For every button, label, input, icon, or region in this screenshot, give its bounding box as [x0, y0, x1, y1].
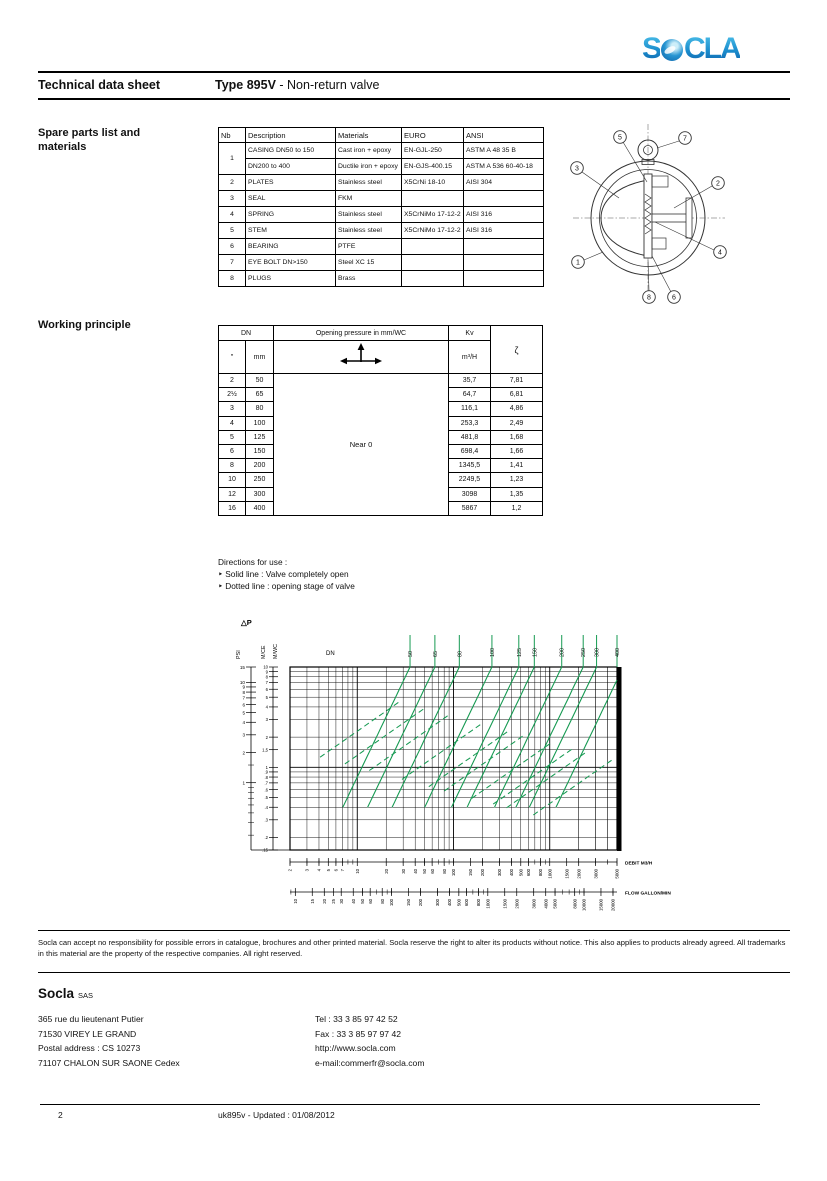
directions-line-dotted: ‣ Dotted line : opening stage of valve	[218, 581, 355, 592]
opening-pressure-value-cell: Near 0	[274, 374, 449, 516]
part-cell	[402, 191, 464, 207]
svg-text:40: 40	[350, 899, 356, 904]
svg-text:3: 3	[265, 717, 268, 723]
svg-text:30: 30	[338, 899, 344, 904]
dn-inches-cell: 3	[219, 402, 246, 416]
part-number-cell: 5	[219, 223, 246, 239]
svg-text:1: 1	[265, 765, 268, 771]
svg-text:15: 15	[239, 664, 245, 670]
part-cell: X5CrNiMo 17-12-2	[402, 223, 464, 239]
svg-text:15: 15	[309, 899, 315, 904]
svg-text:5: 5	[242, 710, 245, 716]
svg-text:5000: 5000	[614, 869, 620, 879]
part-cell: Stainless steel	[336, 223, 402, 239]
part-cell	[464, 239, 544, 255]
svg-text:1,5: 1,5	[262, 747, 268, 753]
svg-text:1000: 1000	[547, 869, 553, 879]
directions-line-solid: ‣ Solid line : Valve completely open	[218, 569, 349, 580]
svg-text:5000: 5000	[552, 899, 558, 909]
logo-text-cla: CLA	[684, 32, 740, 65]
part-cell	[464, 255, 544, 271]
svg-text:.5: .5	[264, 795, 268, 801]
column-header: Description	[246, 128, 336, 143]
svg-text:6: 6	[265, 686, 268, 692]
svg-text:4: 4	[242, 720, 245, 726]
svg-text:1: 1	[242, 780, 245, 786]
logo-text-s: S	[642, 32, 661, 65]
part-cell: ASTM A 48 35 B	[464, 143, 544, 159]
doc-reference: uk895v - Updated : 01/08/2012	[218, 1110, 335, 1120]
svg-text:800: 800	[538, 869, 544, 877]
dn-kv-table-grid	[218, 325, 543, 516]
disclaimer-text: Socla can accept no responsibility for possible errors in catalogue, brochures and other printed material. Socla reserve the right to alter its products without notice. This also applies to products already agreed. All trademarks in this material are the property of the respective companies. All right reserved.	[38, 938, 786, 959]
part-cell: Stainless steel	[336, 175, 402, 191]
svg-text:40: 40	[412, 869, 418, 874]
debit-axis-label: DEBIT M3/H	[625, 861, 653, 867]
part-cell: Stainless steel	[336, 207, 402, 223]
pressure-drop-chart	[228, 607, 708, 937]
svg-text:DN: DN	[326, 651, 335, 657]
doc-type-title: Technical data sheet	[38, 78, 161, 92]
zeta-value-cell: 6,81	[491, 388, 543, 402]
svg-text:2000: 2000	[514, 899, 520, 909]
svg-text:5: 5	[265, 694, 268, 700]
part-cell	[402, 255, 464, 271]
svg-text:4: 4	[316, 869, 322, 872]
spare-parts-table	[218, 127, 544, 287]
product-type: Type 895V	[215, 78, 276, 92]
dn-mm-cell: 125	[246, 430, 274, 444]
logo-swirl-icon	[661, 39, 683, 61]
dn-mm-cell: 100	[246, 416, 274, 430]
svg-text:80: 80	[441, 869, 447, 874]
table-row	[219, 374, 543, 388]
zeta-value-cell: 1,66	[491, 444, 543, 458]
svg-text:10000: 10000	[581, 899, 587, 911]
svg-text:.2: .2	[264, 835, 268, 841]
disclaimer-rule-bottom	[38, 972, 790, 973]
company-name	[38, 986, 93, 1001]
table-row	[219, 223, 544, 239]
svg-text:60: 60	[367, 899, 373, 904]
address-line: 365 rue du lieutenant Putier	[38, 1014, 144, 1024]
svg-text:2: 2	[242, 750, 245, 756]
dn-inches-cell: 2	[219, 374, 246, 388]
svg-text:6: 6	[333, 869, 339, 872]
opening-pressure-header: Opening pressure in mm/WC	[274, 326, 449, 341]
table-row	[219, 255, 544, 271]
website-link: http://www.socla.com	[315, 1043, 396, 1053]
kv-value-cell: 5867	[449, 501, 491, 515]
callout-label: 5	[618, 134, 622, 142]
svg-text:400: 400	[447, 899, 453, 907]
zeta-header: ζ	[491, 326, 543, 374]
svg-text:7: 7	[242, 695, 245, 701]
svg-text:.6: .6	[264, 787, 268, 793]
company-name-text: Socla	[38, 986, 75, 1001]
fax-line: Fax : 33 3 85 97 97 42	[315, 1028, 402, 1039]
dn-curve-label: 65	[432, 651, 439, 657]
dn-header: DN	[219, 326, 274, 341]
table-row	[219, 271, 544, 287]
callout-label: 6	[672, 294, 676, 302]
column-header: EURO	[402, 128, 464, 143]
header-rule-bottom	[38, 98, 790, 100]
svg-text:3: 3	[304, 869, 310, 872]
part-cell	[402, 239, 464, 255]
orientation-arrows-icon	[339, 343, 383, 369]
column-header: Nb	[219, 128, 246, 143]
column-header: Materials	[336, 128, 402, 143]
part-cell: SPRING	[246, 207, 336, 223]
part-cell: PLATES	[246, 175, 336, 191]
svg-text:500: 500	[456, 899, 462, 907]
kv-value-cell: 2249,5	[449, 473, 491, 487]
email-link: e-mail:commerfr@socla.com	[315, 1057, 425, 1068]
kv-value-cell: 64,7	[449, 388, 491, 402]
table-row	[219, 143, 544, 159]
svg-text:20000: 20000	[610, 899, 616, 911]
zeta-value-cell: 7,81	[491, 374, 543, 388]
svg-text:50: 50	[360, 899, 366, 904]
dn-curve-label: 400	[615, 648, 621, 657]
dn-inches-cell: 5	[219, 430, 246, 444]
delta-p-label: △P	[241, 618, 252, 627]
directions-title: Directions for use :	[218, 557, 288, 567]
svg-text:10: 10	[239, 680, 245, 686]
part-cell	[464, 191, 544, 207]
dn-mm-cell: 150	[246, 444, 274, 458]
dn-curve-label: 300	[594, 648, 601, 657]
part-number-cell: 1	[219, 143, 246, 175]
svg-text:3: 3	[242, 732, 245, 738]
part-cell: PLUGS	[246, 271, 336, 287]
kv-header: Kv	[449, 326, 491, 341]
part-number-cell: 8	[219, 271, 246, 287]
svg-text:.3: .3	[264, 817, 268, 823]
dn-curve-label: 200	[559, 648, 566, 657]
svg-text:9: 9	[242, 684, 245, 690]
part-cell	[402, 271, 464, 287]
part-cell: Steel XC 15	[336, 255, 402, 271]
svg-text:.8: .8	[264, 774, 268, 780]
svg-text:4000: 4000	[543, 899, 549, 909]
part-cell: EYE BOLT DN>150	[246, 255, 336, 271]
part-number-cell: 2	[219, 175, 246, 191]
dn-inches-cell: 16	[219, 501, 246, 515]
svg-text:1000: 1000	[485, 899, 491, 909]
svg-text:200: 200	[418, 899, 424, 907]
part-cell: X5CrNiMo 17-12-2	[402, 207, 464, 223]
svg-text:.4: .4	[264, 804, 268, 810]
svg-text:8000: 8000	[572, 899, 578, 909]
part-cell: PTFE	[336, 239, 402, 255]
kv-value-cell: 35,7	[449, 374, 491, 388]
product-title	[215, 78, 379, 92]
part-number-cell: 6	[219, 239, 246, 255]
phone-line: Tel : 33 3 85 97 42 52	[315, 1014, 398, 1024]
callout-label: 4	[718, 249, 722, 257]
svg-text:400: 400	[509, 869, 515, 877]
header-rule-top	[38, 71, 790, 73]
part-cell: DN200 to 400	[246, 159, 336, 175]
dn-mm-cell: 400	[246, 501, 274, 515]
dn-mm-cell: 300	[246, 487, 274, 501]
svg-text:.9: .9	[264, 769, 268, 775]
kv-value-cell: 3098	[449, 487, 491, 501]
kv-value-cell: 253,3	[449, 416, 491, 430]
table-row	[219, 175, 544, 191]
address-line: 71530 VIREY LE GRAND	[38, 1028, 137, 1039]
svg-text:4: 4	[265, 704, 268, 710]
zeta-value-cell: 1,68	[491, 430, 543, 444]
svg-text:150: 150	[468, 869, 474, 877]
part-cell: X5CrNi 18-10	[402, 175, 464, 191]
svg-text:3000: 3000	[531, 899, 537, 909]
orientation-arrows-cell	[274, 341, 449, 374]
svg-text:6: 6	[242, 702, 245, 708]
svg-text:20: 20	[383, 869, 389, 874]
mm-header: mm	[246, 341, 274, 374]
table-row	[219, 191, 544, 207]
disclaimer-rule-top	[38, 930, 790, 931]
table-row	[219, 159, 544, 175]
svg-text:300: 300	[435, 899, 441, 907]
svg-text:.7: .7	[264, 780, 268, 786]
part-cell: STEM	[246, 223, 336, 239]
part-number-cell: 7	[219, 255, 246, 271]
svg-text:8: 8	[265, 674, 268, 680]
svg-text:7: 7	[265, 680, 268, 686]
svg-text:20: 20	[321, 899, 327, 904]
svg-text:25: 25	[331, 899, 337, 904]
svg-text:5: 5	[325, 869, 331, 872]
svg-text:8: 8	[242, 689, 245, 695]
part-cell: EN-GJS-400.15	[402, 159, 464, 175]
svg-text:10: 10	[292, 899, 298, 904]
svg-text:1500: 1500	[502, 899, 508, 909]
svg-text:2000: 2000	[576, 869, 582, 879]
part-cell: Cast iron + epoxy	[336, 143, 402, 159]
dn-curve-label: 80	[457, 651, 464, 657]
svg-text:2: 2	[287, 869, 293, 872]
svg-text:80: 80	[379, 899, 385, 904]
footer-rule	[40, 1104, 760, 1105]
svg-text:15000: 15000	[598, 899, 604, 911]
zeta-value-cell: 2,49	[491, 416, 543, 430]
callout-label: 8	[647, 294, 651, 302]
svg-text:100: 100	[451, 869, 457, 877]
callout-label: 2	[716, 180, 720, 188]
address-line: Postal address : CS 10273	[38, 1043, 141, 1053]
column-header: ANSI	[464, 128, 544, 143]
callout-label: 7	[683, 135, 687, 143]
dn-curve-label: 50	[408, 651, 415, 657]
kv-value-cell: 481,8	[449, 430, 491, 444]
company-contact	[315, 1012, 424, 1070]
part-cell: CASING DN50 to 150	[246, 143, 336, 159]
table-row	[219, 239, 544, 255]
product-desc: - Non-return valve	[275, 78, 380, 92]
svg-text:.15: .15	[262, 847, 268, 853]
callout-label: 1	[576, 259, 580, 267]
svg-text:M/CE: M/CE	[261, 645, 267, 659]
dn-inches-cell: 10	[219, 473, 246, 487]
zeta-value-cell: 1,35	[491, 487, 543, 501]
svg-text:3000: 3000	[593, 869, 599, 879]
dn-curve-label: 150	[532, 648, 539, 657]
page-number: 2	[58, 1110, 63, 1120]
dn-mm-cell: 80	[246, 402, 274, 416]
dn-inches-cell: 8	[219, 459, 246, 473]
svg-text:PSI: PSI	[236, 650, 242, 659]
svg-text:600: 600	[464, 899, 470, 907]
kv-value-cell: 1345,5	[449, 459, 491, 473]
svg-text:M/WC: M/WC	[273, 644, 279, 659]
spare-parts-heading: Spare parts list and materials	[38, 127, 141, 153]
svg-text:10: 10	[263, 664, 268, 670]
part-number-cell: 3	[219, 191, 246, 207]
dn-curve-label: 125	[516, 648, 523, 657]
zeta-value-cell: 1,2	[491, 501, 543, 515]
dn-curve-label: 100	[489, 648, 496, 657]
part-cell: AISI 304	[464, 175, 544, 191]
svg-text:10: 10	[354, 869, 360, 874]
dn-mm-cell: 200	[246, 459, 274, 473]
svg-text:800: 800	[476, 899, 482, 907]
kv-unit-header: m³/H	[449, 341, 491, 374]
kv-value-cell: 116,1	[449, 402, 491, 416]
svg-text:600: 600	[525, 869, 531, 877]
spare-parts-table-grid	[218, 127, 544, 287]
part-cell: ASTM A 536 60-40-18	[464, 159, 544, 175]
svg-text:2: 2	[265, 734, 268, 740]
address-line: 71107 CHALON SUR SAONE Cedex	[38, 1057, 180, 1068]
part-cell	[464, 271, 544, 287]
working-principle-heading: Working principle	[38, 319, 131, 331]
svg-text:1500: 1500	[564, 869, 570, 879]
part-number-cell: 4	[219, 207, 246, 223]
svg-text:30: 30	[400, 869, 406, 874]
dn-inches-cell: 4	[219, 416, 246, 430]
socla-logo	[642, 30, 760, 68]
part-cell: EN-GJL-250	[402, 143, 464, 159]
flow-gpm-axis-label: FLOW GALLON/MIN	[625, 891, 671, 897]
svg-text:150: 150	[406, 899, 412, 907]
part-cell: SEAL	[246, 191, 336, 207]
callout-label: 3	[575, 165, 579, 173]
zeta-value-cell: 1,41	[491, 459, 543, 473]
svg-text:7: 7	[339, 869, 345, 872]
dn-inches-cell: 12	[219, 487, 246, 501]
directions-for-use	[218, 556, 355, 592]
zeta-value-cell: 1,23	[491, 473, 543, 487]
inches-header: ″	[219, 341, 246, 374]
part-cell: FKM	[336, 191, 402, 207]
part-cell: BEARING	[246, 239, 336, 255]
svg-text:300: 300	[497, 869, 503, 877]
dn-mm-cell: 65	[246, 388, 274, 402]
svg-text:500: 500	[518, 869, 524, 877]
part-cell: AISI 316	[464, 223, 544, 239]
svg-text:50: 50	[422, 869, 428, 874]
svg-text:200: 200	[480, 869, 486, 877]
dn-curve-label: 250	[581, 648, 588, 657]
valve-diagram	[553, 110, 768, 315]
dn-inches-cell: 6	[219, 444, 246, 458]
part-cell: Brass	[336, 271, 402, 287]
dn-inches-cell: 2½	[219, 388, 246, 402]
zeta-value-cell: 4,86	[491, 402, 543, 416]
svg-text:9: 9	[265, 669, 268, 675]
dn-kv-table	[218, 325, 543, 516]
part-cell: Ductile iron + epoxy	[336, 159, 402, 175]
company-address	[38, 1012, 180, 1070]
dn-mm-cell: 50	[246, 374, 274, 388]
table-row	[219, 207, 544, 223]
company-legal-form: SAS	[78, 991, 94, 1000]
dn-mm-cell: 250	[246, 473, 274, 487]
kv-value-cell: 698,4	[449, 444, 491, 458]
svg-text:100: 100	[389, 899, 395, 907]
part-cell: AISI 316	[464, 207, 544, 223]
svg-text:60: 60	[429, 869, 435, 874]
